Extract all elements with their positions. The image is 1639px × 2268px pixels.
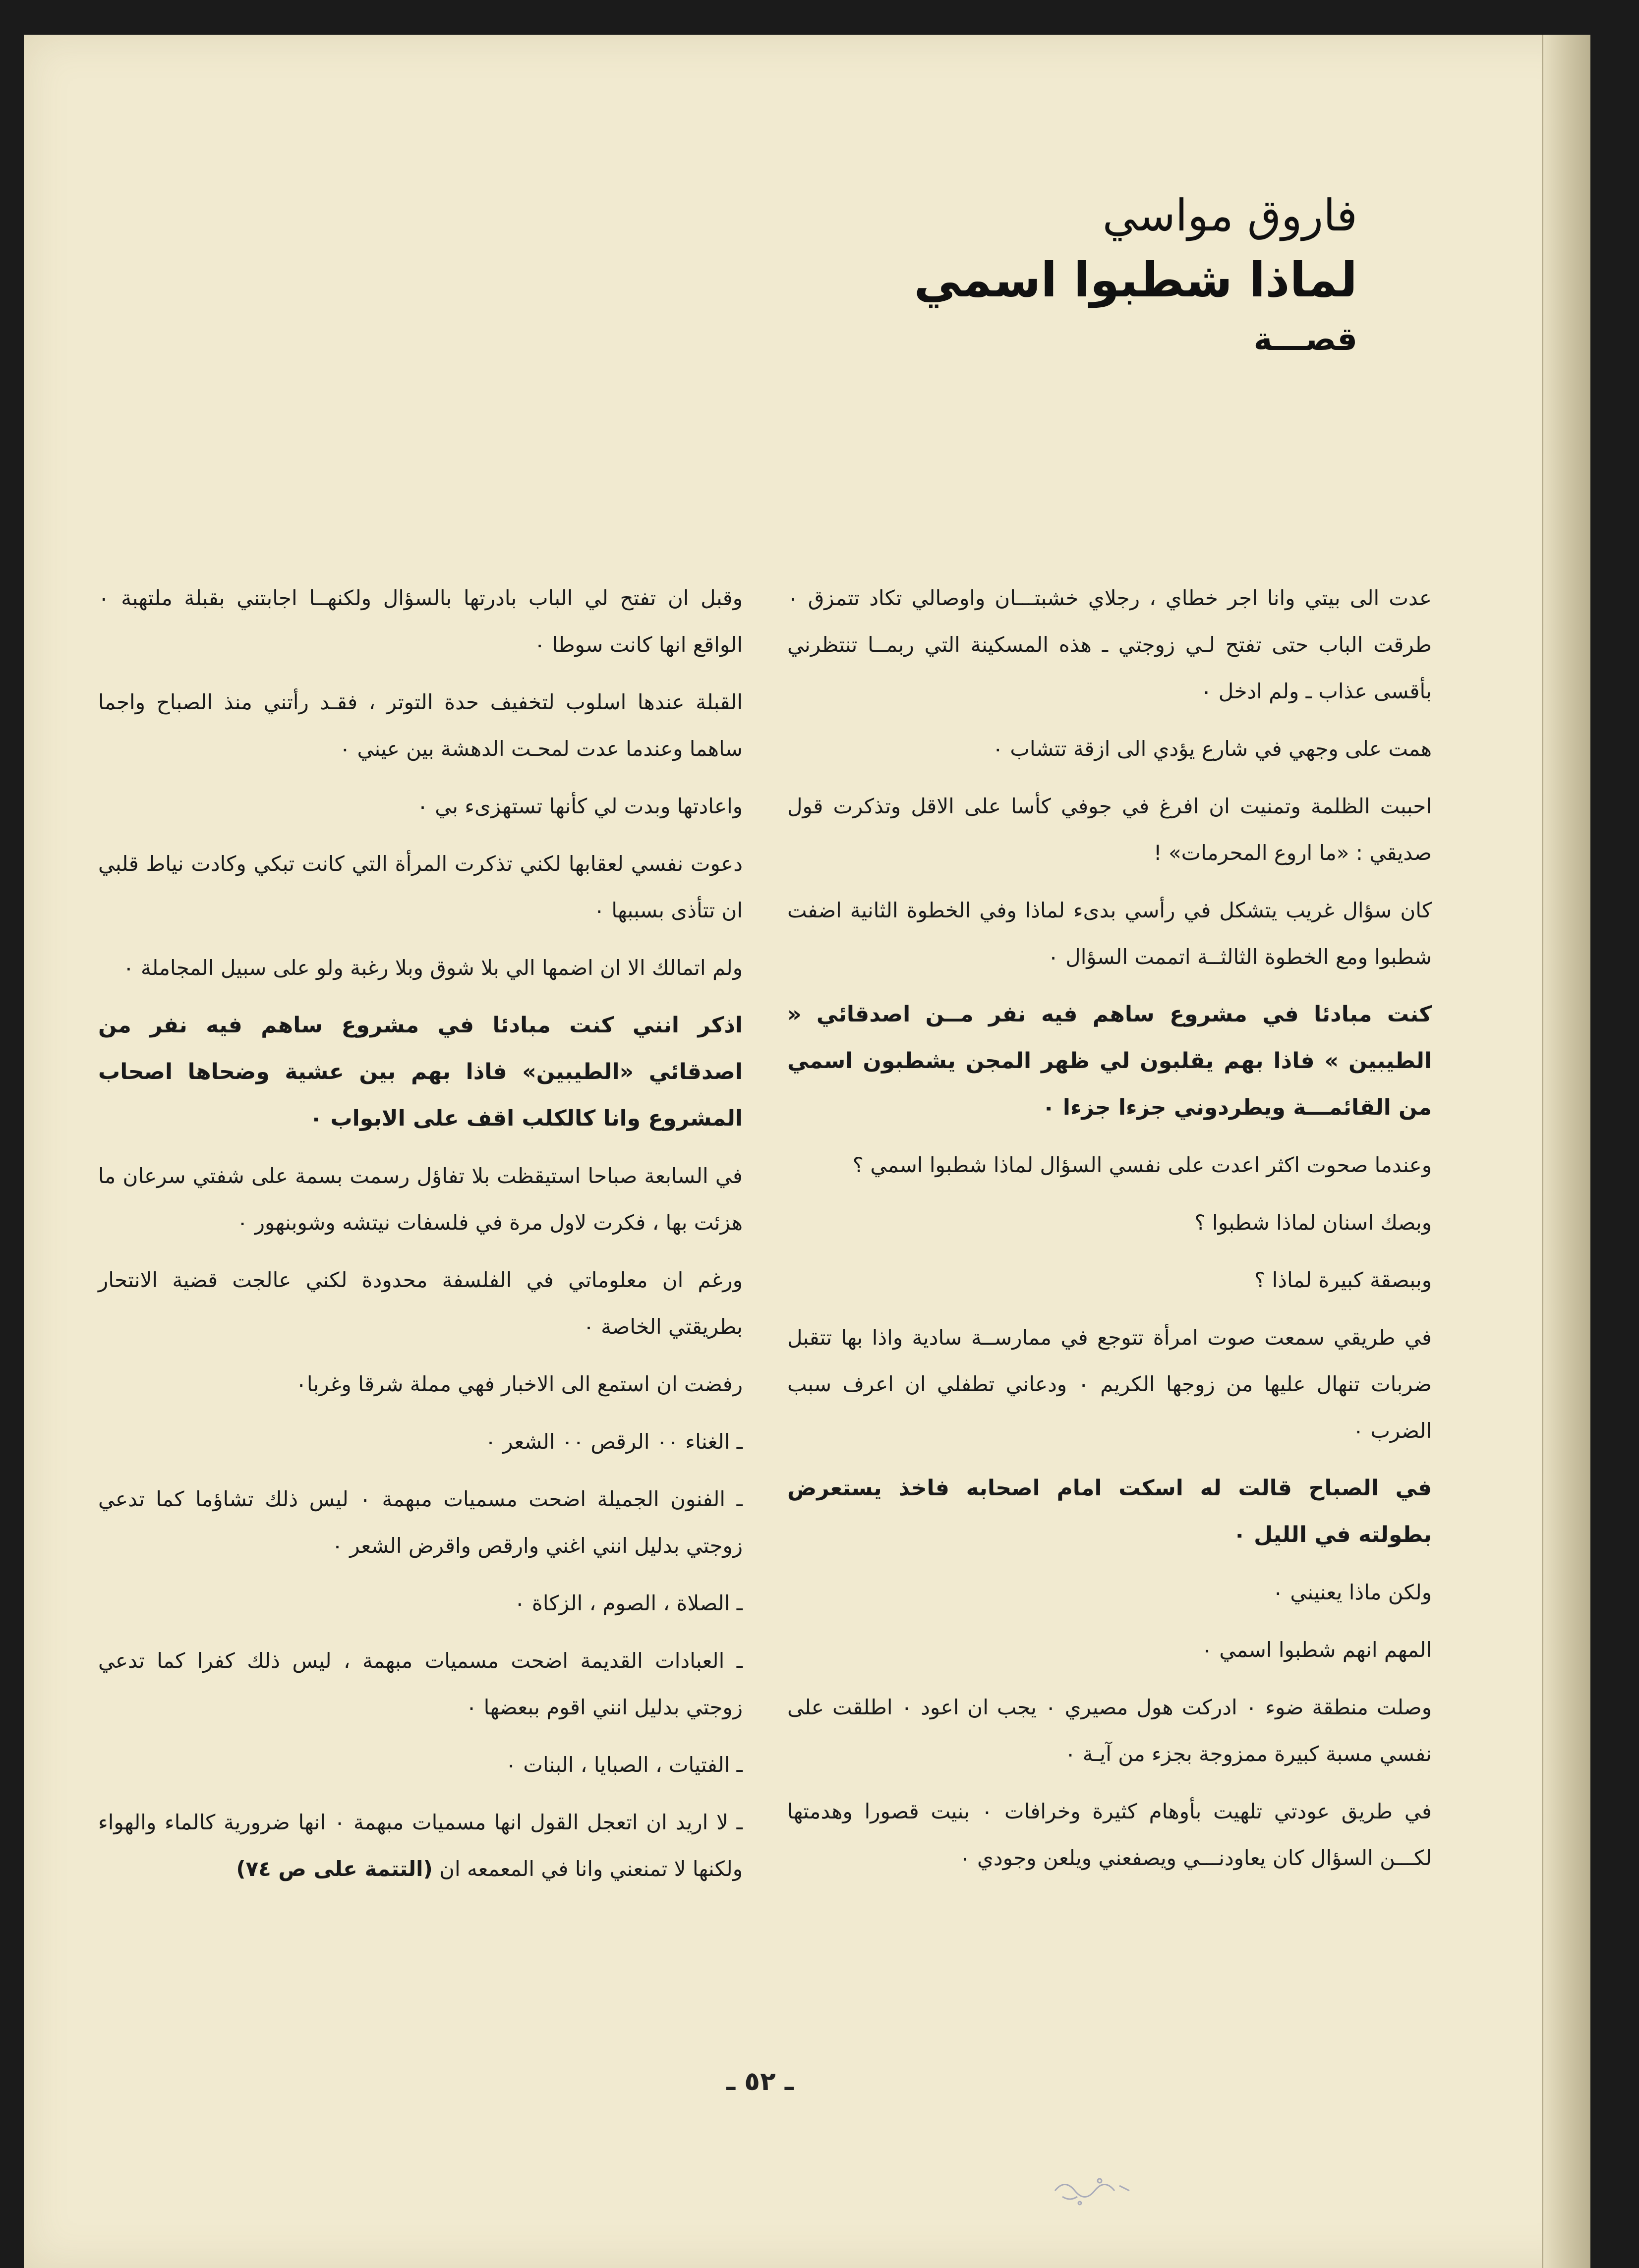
- paragraph: ـ الفتيات ، الصبايا ، البنات ٠: [505, 1753, 743, 1777]
- paragraph: همت على وجهي في شارع يؤدي الى ازقة تتشاب ٠: [992, 737, 1432, 761]
- paragraph: وببصقة كبيرة لماذا ؟: [1254, 1268, 1432, 1292]
- paragraph: احببت الظلمة وتمنيت ان افرغ في جوفي كأسا على الاقل وتذكرت قول صديقي : «ما اروع المحرمات» !: [787, 794, 1432, 865]
- paragraph: في طريق عودتي تلهيت بأوهام كثيرة وخرافات ٠ بنيت قصورا وهدمتها لكـــن السؤال كان يعاودنـــي ويصفعني ويلعن وجودي ٠: [787, 1799, 1432, 1870]
- paragraph: المهم انهم شطبوا اسمي ٠: [1201, 1638, 1432, 1662]
- paragraph: في طريقي سمعت صوت امرأة تتوجع في ممارســة سادية واذا بها تتقبل ضربات تنهال عليها من زوجها الكريم ٠ ودعاني تطفلي ان اعرف سبب الضرب ٠: [787, 1325, 1432, 1443]
- paragraph: عدت الى بيتي وانا اجر خطاي ، رجلاي خشبتـــان واوصالي تكاد تتمزق ٠ طرقت الباب حتى تفتح لـي زوجتي ـ هذه المسكينة التي ربمــا تنتظرني بأقسى عذاب ـ ولم ادخل ٠: [787, 586, 1432, 703]
- paragraph: كان سؤال غريب يتشكل في رأسي بدىء لماذا وفي الخطوة الثانية اضفت شطبوا ومع الخطوة الثالثــة اتممت السؤال ٠: [787, 898, 1432, 969]
- paragraph: ـ العبادات القديمة اضحت مسميات مبهمة ، ليس ذلك كفرا كما تدعي زوجتي بدليل انني اقوم ببعضها ٠: [98, 1648, 743, 1719]
- paragraph: في السابعة صباحا استيقظت بلا تفاؤل رسمت بسمة على شفتي سرعان ما هزئت بها ، فكرت لاول مرة في فلسفات نيتشه وشوبنهور ٠: [98, 1164, 743, 1235]
- genre-label: قصـــة: [1253, 321, 1357, 358]
- paragraph: [98, 1799, 743, 1892]
- paragraph: وقبل ان تفتح لي الباب بادرتها بالسؤال ولكنهــا اجابتني بقبلة ملتهبة ٠ الواقع انها كانت سوطا ٠: [98, 586, 743, 657]
- continuation-note: (التتمة على ص ٧٤): [236, 1857, 433, 1881]
- paragraph: دعوت نفسي لعقابها لكني تذكرت المرأة التي كانت تبكي وكادت نياط قلبي ان تتأذى بسببها ٠: [98, 851, 743, 922]
- paragraph-text: ـ لا اريد ان اتعجل القول انها مسميات مبهمة ٠ انها ضرورية كالماء والهواء ولكنها لا تمنعني وانا في المعمعه ان: [98, 1810, 743, 1881]
- library-stamp-mark: [1045, 2166, 1144, 2211]
- paragraph: ـ الفنون الجميلة اضحت مسميات مبهمة ٠ ليس ذلك تشاؤما كما تدعي زوجتي بدليل انني اغني وارقص واقرض الشعر ٠: [98, 1487, 743, 1558]
- paragraph: وصلت منطقة ضوء ٠ ادركت هول مصيري ٠ يجب ان اعود ٠ اطلقت على نفسي مسبة كبيرة ممزوجة بجزء من آيـة ٠: [787, 1695, 1432, 1766]
- paragraph: رفضت ان استمع الى الاخبار فهي مملة شرقا وغربا٠: [295, 1372, 743, 1396]
- bleed-through-shadow: [326, 243, 847, 540]
- paragraph: واعادتها وبدت لي كأنها تستهزىء بي ٠: [417, 794, 743, 818]
- bold-paragraph: اذكر انني كنت مبادئا في مشروع ساهم فيه نفر من اصدقائي «الطيبين» فاذا بهم بين عشية وضحاها اصحاب المشروع وانا كالكلب اقف على الابواب ٠: [98, 1013, 743, 1131]
- binding-edge: [1542, 35, 1590, 2268]
- bold-paragraph: في الصباح قالت له اسكت امام اصحابه فاخذ يستعرض بطولته في الليل ٠: [787, 1475, 1432, 1547]
- paragraph: ولم اتمالك الا ان اضمها الي بلا شوق وبلا رغبة ولو على سبيل المجاملة ٠: [123, 956, 743, 980]
- right-column: [787, 575, 1432, 1892]
- paragraph: ورغم ان معلوماتي في الفلسفة محدودة لكني عالجت قضية الانتحار بطريقتي الخاصة ٠: [98, 1268, 743, 1339]
- paragraph: القبلة عندها اسلوب لتخفيف حدة التوتر ، فقـد رأتني منذ الصباح واجما ساهما وعندما عدت لمحـت الدهشة بين عيني ٠: [98, 690, 743, 761]
- page-number: ـ ٥٢ ـ: [726, 2067, 794, 2097]
- story-title: لماذا شطبوا اسمي: [914, 252, 1357, 308]
- paragraph: وبصك اسنان لماذا شطبوا ؟: [1194, 1210, 1432, 1235]
- story-header: [812, 183, 1357, 367]
- paragraph: ولكن ماذا يعنيني ٠: [1272, 1580, 1432, 1604]
- bold-paragraph: كنت مبادئا في مشروع ساهم فيه نفر مــن اصدقائي « الطيبين » فاذا بهم يقلبون لي ظهر المجن يشطبون اسمي من القائمـــة ويطردوني جزءا جزءا ٠: [787, 1002, 1432, 1120]
- paragraph: ـ الصلاة ، الصوم ، الزكاة ٠: [514, 1591, 743, 1615]
- magazine-page: [24, 35, 1590, 2268]
- author-name: فاروق مواسي: [1102, 190, 1357, 241]
- left-column: [98, 575, 743, 1903]
- paragraph: ـ الغناء ٠٠ الرقص ٠٠ الشعر ٠: [485, 1429, 743, 1454]
- paragraph: وعندما صحوت اكثر اعدت على نفسي السؤال لماذا شطبوا اسمي ؟: [852, 1153, 1432, 1177]
